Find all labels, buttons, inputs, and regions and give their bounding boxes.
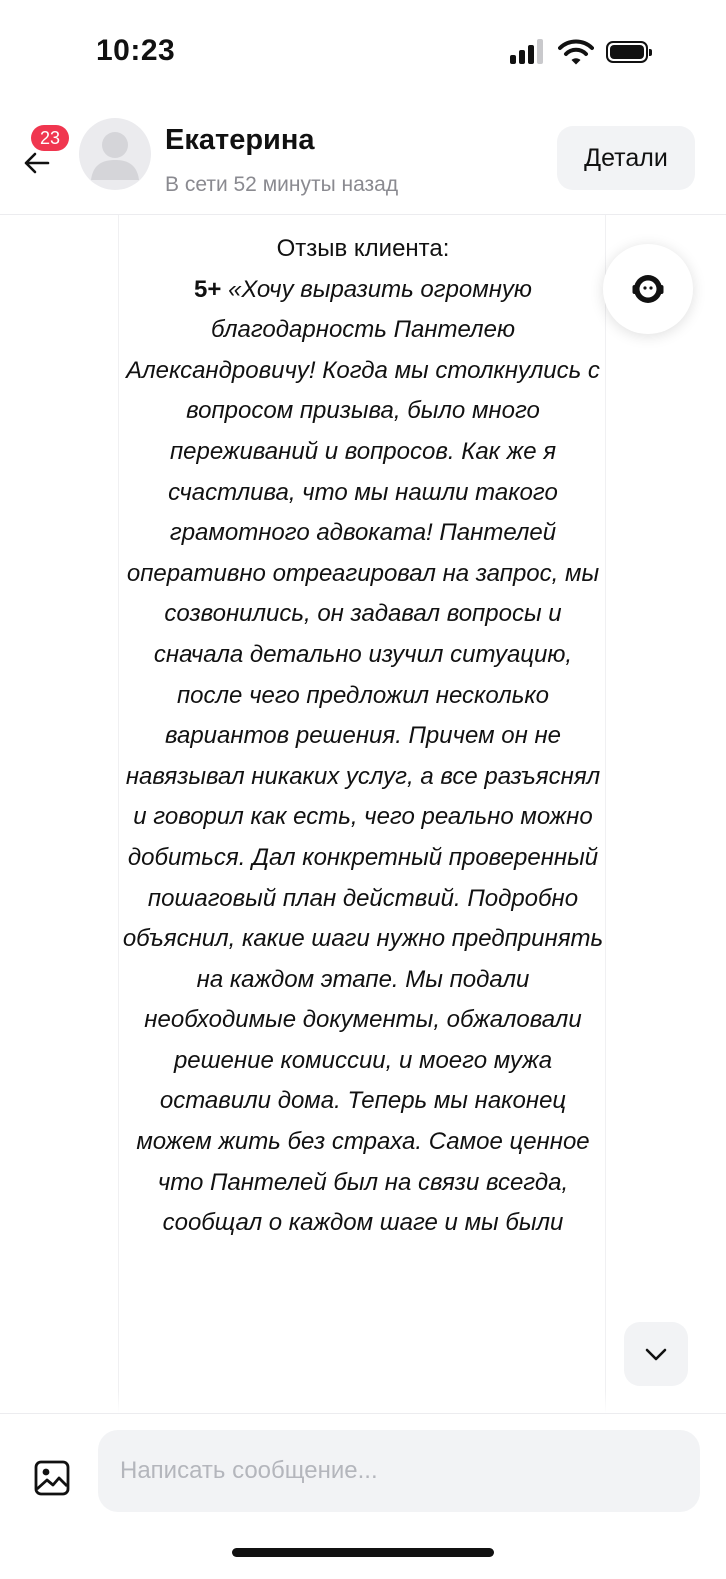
user-placeholder-icon <box>79 118 151 190</box>
status-icons <box>510 38 660 68</box>
avatar[interactable] <box>79 118 151 190</box>
battery-icon <box>606 41 648 63</box>
arrow-left-icon <box>20 146 54 180</box>
chat-message-list[interactable] <box>0 215 726 1413</box>
message-heading: Отзыв клиента: <box>276 235 450 262</box>
scroll-down-button[interactable] <box>624 1322 688 1386</box>
status-bar <box>0 0 726 100</box>
cellular-signal-icon <box>510 38 546 64</box>
unread-count-badge: 23 <box>31 125 69 151</box>
attach-image-button[interactable] <box>32 1458 72 1498</box>
message-bubble <box>118 215 606 1413</box>
wifi-icon <box>558 38 594 66</box>
message-composer <box>0 1413 726 1579</box>
message-rating-prefix: 5+ <box>194 275 222 303</box>
message-text <box>119 229 607 1244</box>
support-button[interactable] <box>603 244 693 334</box>
chat-header <box>0 100 726 215</box>
home-indicator <box>232 1548 494 1557</box>
chevron-down-icon <box>644 1344 668 1364</box>
scroll-fade <box>0 1391 726 1413</box>
contact-name[interactable]: Екатерина <box>165 124 315 156</box>
support-agent-icon <box>631 272 665 306</box>
status-time: 10:23 <box>96 34 176 67</box>
message-body: «Хочу выразить огромную благодарность Пантелею Александровичу! Когда мы столкнулись с вопросом призыва, было много переживаний и вопросов. Как же я счастлива, что мы нашли такого грамотного адвоката! Пантелей оперативно отреагировал на запрос, мы созвонились, он задавал вопросы и сначала детально изучил ситуацию, после чего предложил несколько вариантов решения. Причем он не навязывал никаких услуг, а все разъяснял и говорил как есть, чего реально можно добиться. Дал конкретный проверенный пошаговый план действий. Подробно объяснил, какие шаги нужно предпринять на каждом этапе. Мы подали необходимые документы, обжаловали решение комиссии, и моего мужа оставили дома. Теперь мы наконец можем жить без страха. Самое ценное что Пантелей был на связи всегда, сообщал о каждом шаге и мы были <box>122 275 604 1237</box>
last-seen-status: В сети 52 минуты назад <box>165 173 399 196</box>
details-button[interactable]: Детали <box>557 126 695 190</box>
message-input[interactable] <box>98 1430 700 1512</box>
image-icon <box>32 1458 72 1498</box>
